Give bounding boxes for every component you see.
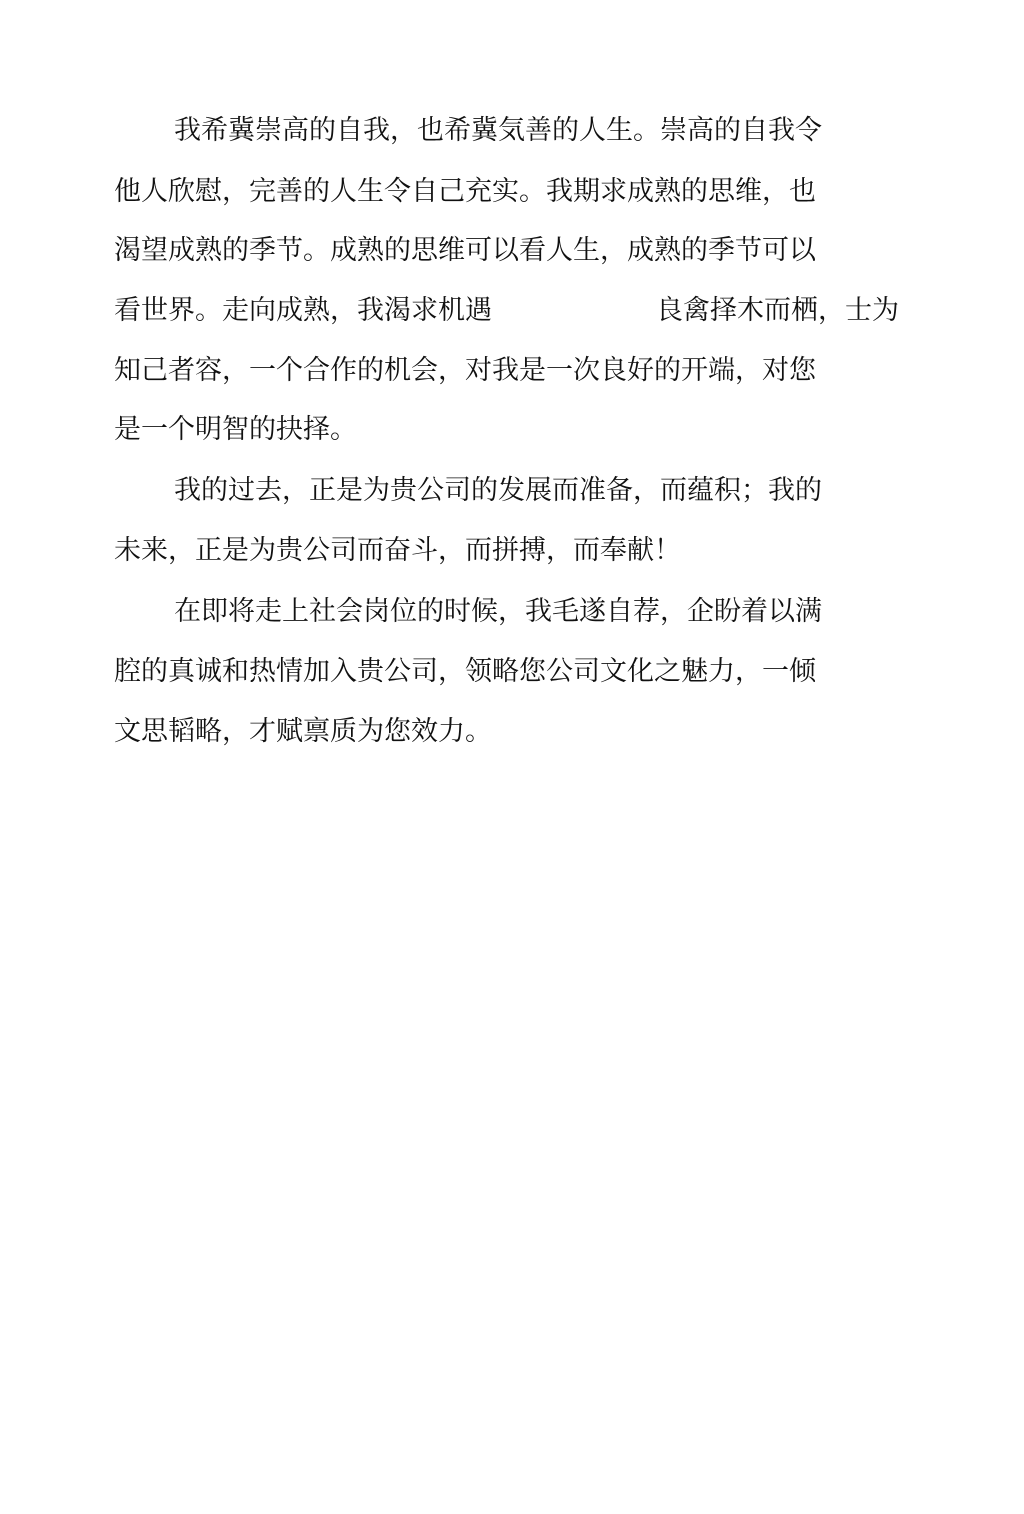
paragraph-1-line-4-right: 良禽择木而栖，士为 [656,295,899,326]
paragraph-3-line-1: 在即将走上社会岗位的时候，我毛遂自荐，企盼着以满 [174,596,822,627]
paragraph-1-line-6: 是一个明智的抉择。 [114,414,357,445]
paragraph-1-line-1: 我希冀崇高的自我，也希冀気善的人生。崇高的自我令 [174,115,822,146]
paragraph-3-line-3: 文思韬略，才赋禀质为您效力。 [114,716,492,747]
paragraph-1-line-5: 知己者容，一个合作的机会，对我是一次良好的开端，对您 [114,355,816,386]
paragraph-2-line-1: 我的过去，正是为贵公司的发展而准备，而蕴积；我的 [174,475,822,506]
paragraph-1-line-2: 他人欣慰，完善的人生令自己充实。我期求成熟的思维，也 [114,176,816,207]
paragraph-3-line-2: 腔的真诚和热情加入贵公司，领略您公司文化之魅力，一倾 [114,656,816,687]
paragraph-1-line-3: 渴望成熟的季节。成熟的思维可以看人生，成熟的季节可以 [114,235,816,266]
paragraph-1-line-4-left: 看世界。走向成熟，我渴求机遇 [114,295,492,326]
paragraph-2-line-2: 未来，正是为贵公司而奋斗，而拼搏，而奉献！ [114,535,681,566]
